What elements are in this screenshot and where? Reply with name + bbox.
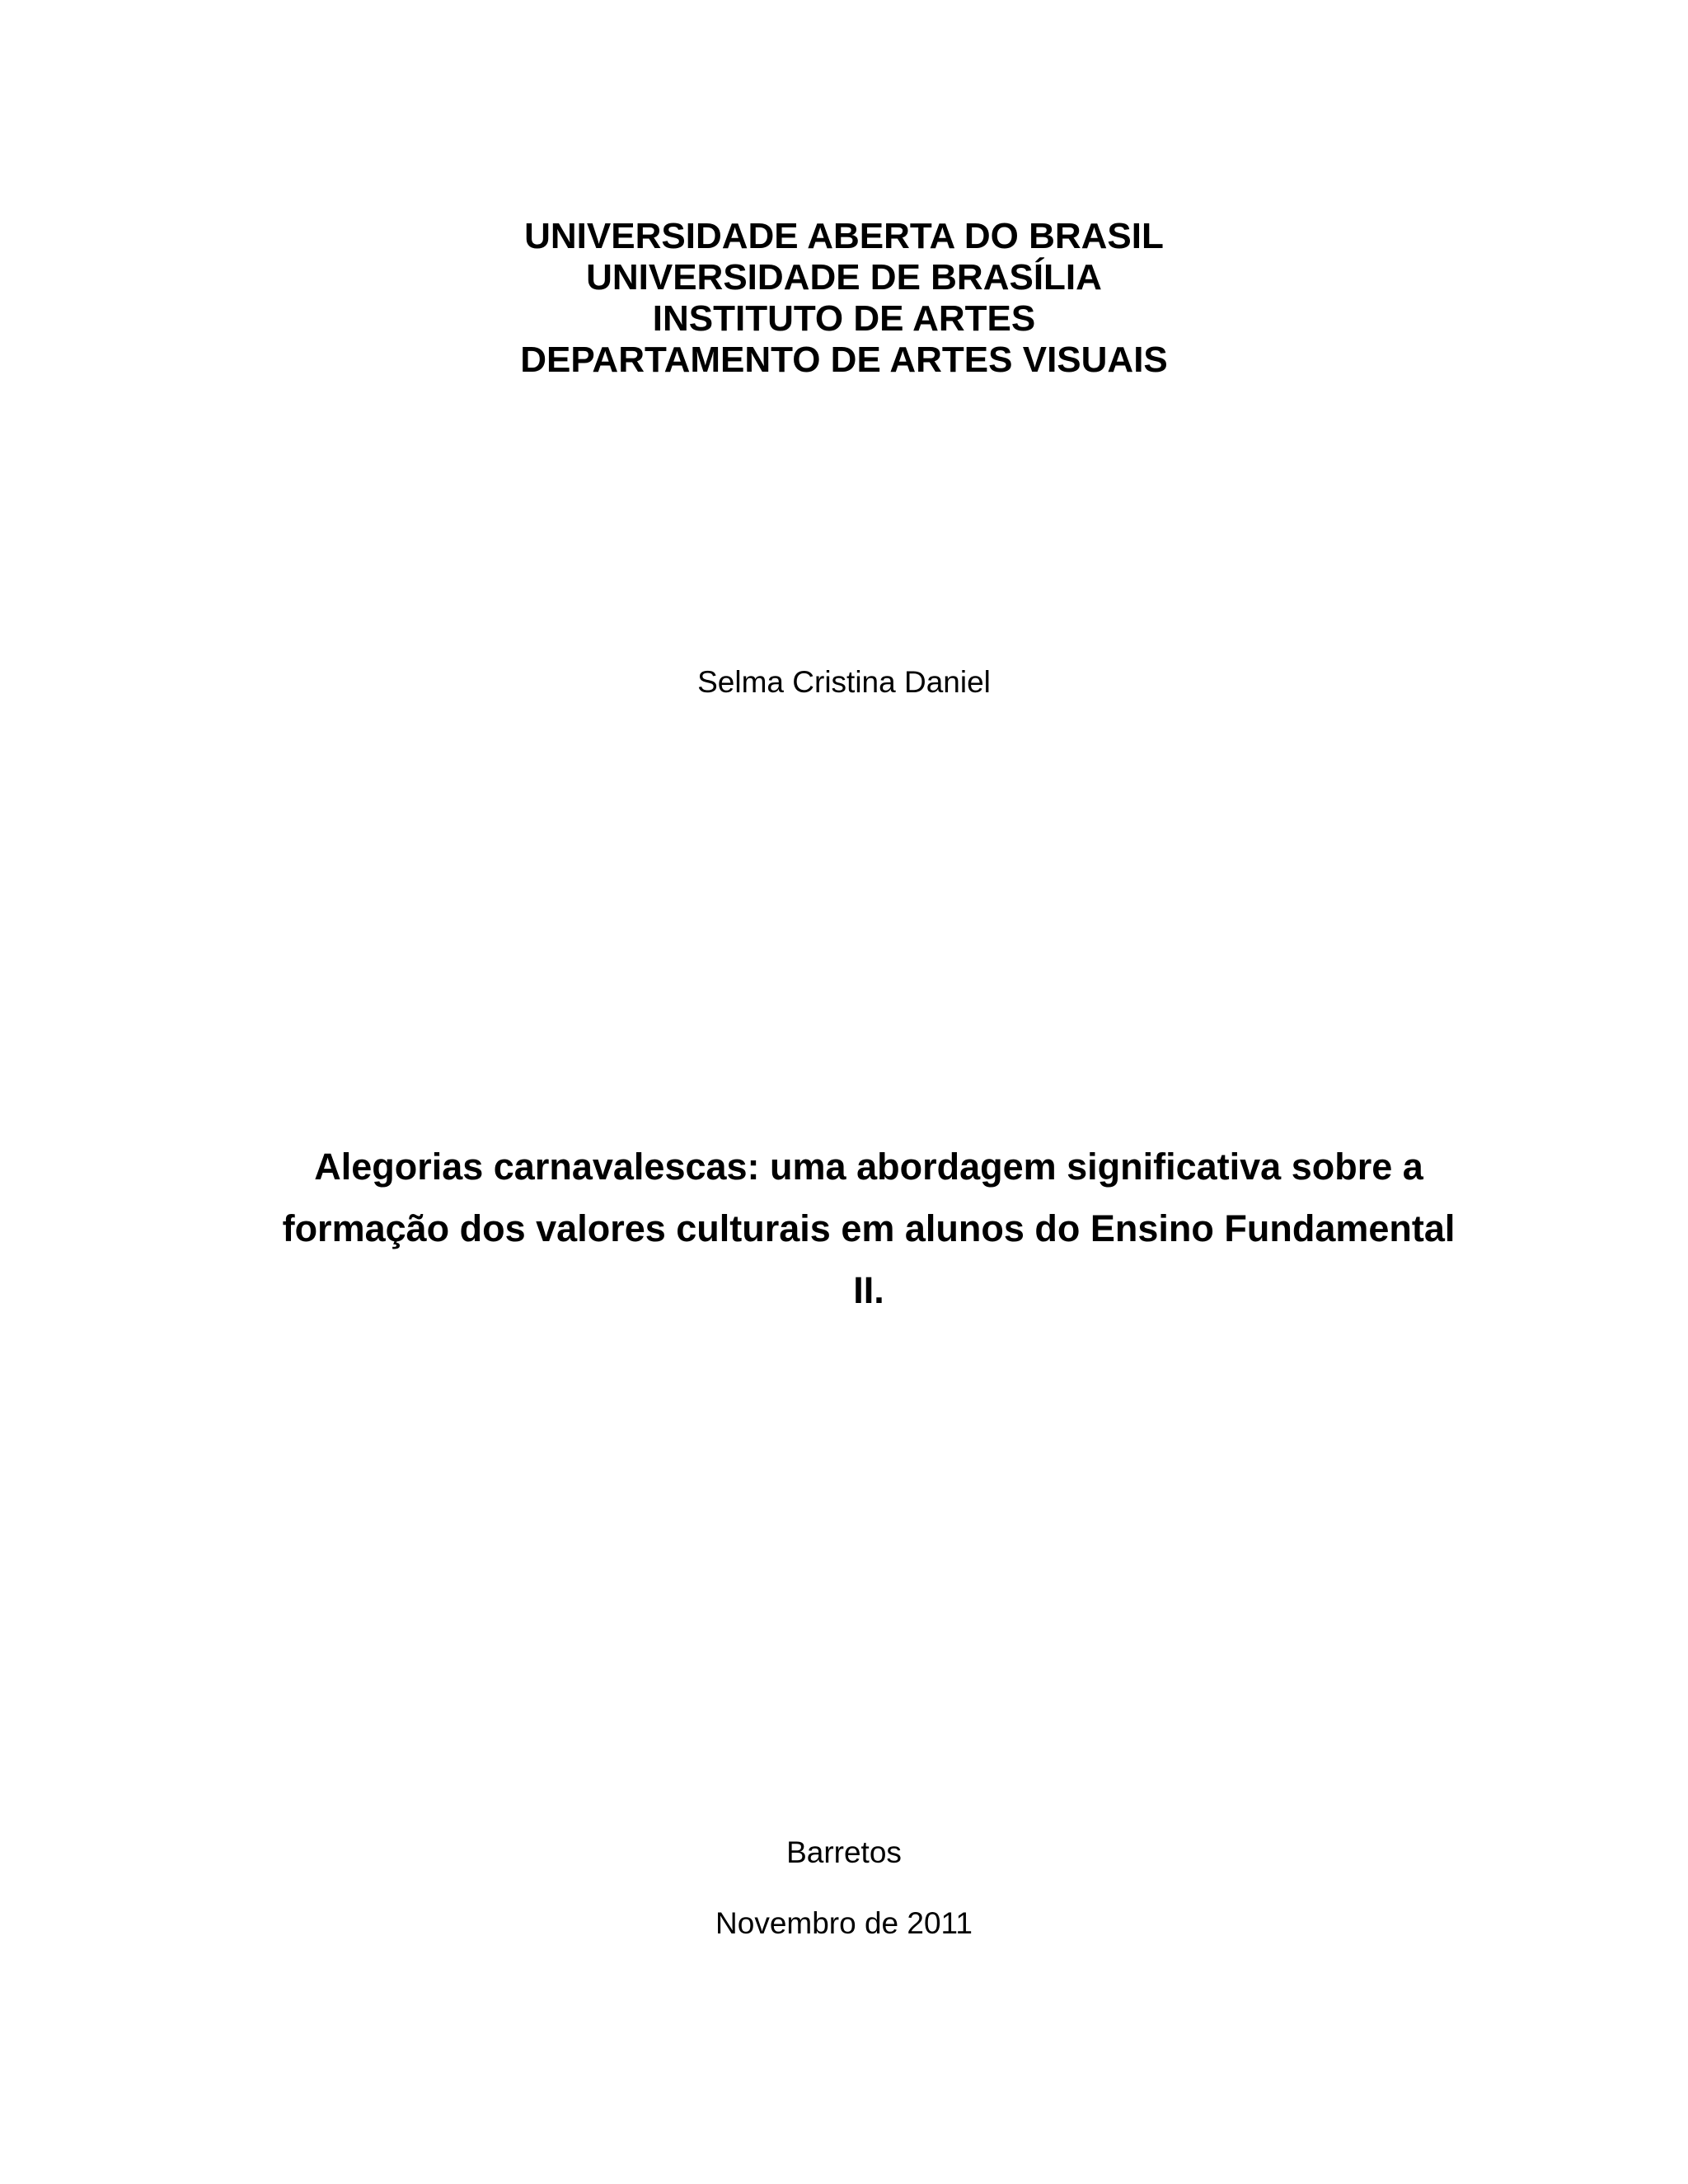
date: Novembro de 2011 [715,1906,973,1940]
institution-line-2: UNIVERSIDADE DE BRASÍLIA [586,257,1102,298]
document-title: Alegorias carnavalescas: uma abordagem significativa sobre a formação dos valores culturais em alunos do Ensino Fundamental II. [282,1146,1456,1311]
author-name: Selma Cristina Daniel [697,665,991,699]
institution-line-4: DEPARTAMENTO DE ARTES VISUAIS [520,340,1168,380]
city: Barretos [786,1835,902,1869]
institution-header [0,216,1688,381]
institution-line-3: INSTITUTO DE ARTES [652,298,1036,339]
institution-line-1: UNIVERSIDADE ABERTA DO BRASIL [524,216,1164,256]
